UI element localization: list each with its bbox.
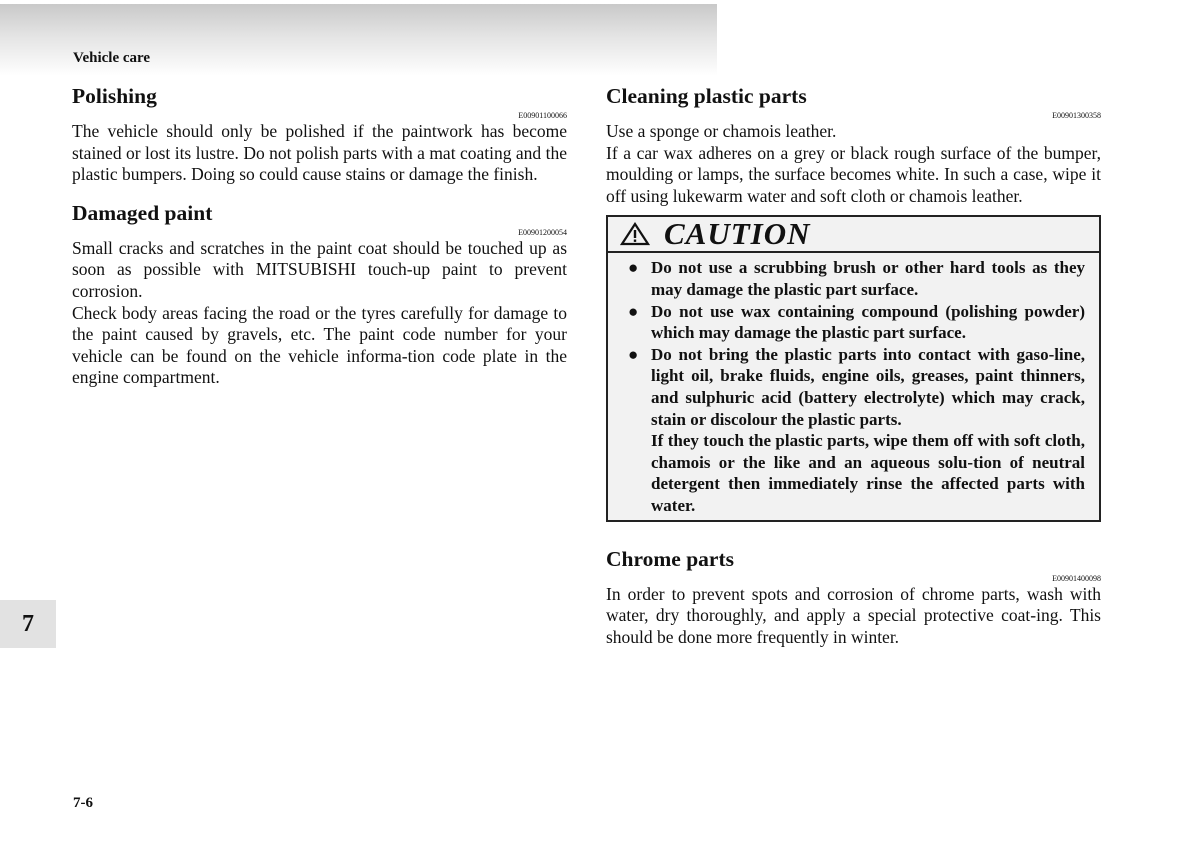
warning-triangle-icon (620, 222, 650, 246)
cleaning-plastic-text-1: Use a sponge or chamois leather. (606, 121, 837, 141)
chrome-parts-code: E00901400098 (1052, 573, 1101, 583)
chrome-parts-title: Chrome parts (606, 546, 734, 571)
caution-item (628, 257, 1085, 300)
polishing-code: E00901100066 (518, 111, 567, 120)
polishing-title: Polishing (72, 84, 157, 108)
caution-item-text: Do not use a scrubbing brush or other hard tools as they may damage the plastic part surface. (651, 258, 1085, 299)
caution-followup: If they touch the plastic parts, wipe them off with soft cloth, chamois or the like and an aqueous solu-tion of neutral detergent then immediately rinse the affected parts with water. (651, 431, 1085, 515)
caution-item (628, 344, 1085, 430)
caution-title: CAUTION (664, 216, 811, 252)
cleaning-plastic-text-2: If a car wax adheres on a grey or black rough surface of the bumper, moulding or lamps, the surface becomes white. In such a case, wipe it off using lukewarm water and soft cloth or chamois leather. (606, 142, 1101, 206)
damaged-paint-text-2: Check body areas facing the road or the tyres carefully for damage to the paint caused by gravels, etc. The paint code number for your vehicle can be found on the vehicle informa-tion code plate in the engine compartment. (72, 302, 567, 388)
bullet-icon: ● (628, 301, 639, 321)
caution-body (608, 253, 1099, 519)
caution-box (606, 215, 1101, 521)
cleaning-plastic-code: E00901300358 (1052, 111, 1101, 120)
chapter-tab (0, 600, 56, 648)
damaged-paint-code: E00901200054 (518, 227, 567, 237)
page-number: 7-6 (73, 795, 93, 811)
caution-header (608, 217, 1099, 253)
bullet-icon: ● (628, 344, 639, 364)
right-column (606, 83, 1101, 648)
section-label: Vehicle care (73, 50, 151, 66)
caution-item (628, 301, 1085, 344)
caution-item-text: Do not bring the plastic parts into contact with gaso-line, light oil, brake fluids, engine oils, greases, paint thinners, and sulphuric acid (battery electrolyte) which may crack, stain or discolour the plastic parts. (651, 344, 1085, 429)
polishing-text: The vehicle should only be polished if the paintwork has become stained or lost its lustre. Do not polish parts with a mat coating and the plastic bumpers. Doing so could cause stains or damage the finish. (72, 121, 567, 185)
chrome-parts-text: In order to prevent spots and corrosion of chrome parts, wash with water, dry thoroughly, and apply a special protective coat-ing. This should be done more frequently in winter. (606, 583, 1101, 647)
damaged-paint-title: Damaged paint (72, 200, 213, 225)
chapter-number: 7 (22, 610, 34, 637)
damaged-paint-text-1: Small cracks and scratches in the paint coat should be touched up as soon as possible with MITSUBISHI touch-up paint to prevent corrosion. (72, 237, 567, 301)
caution-item-text: Do not use wax containing compound (polishing powder) which may damage the plastic part surface. (651, 301, 1085, 343)
left-column (72, 83, 567, 389)
bullet-icon: ● (628, 258, 639, 278)
cleaning-plastic-title: Cleaning plastic parts (606, 84, 807, 108)
